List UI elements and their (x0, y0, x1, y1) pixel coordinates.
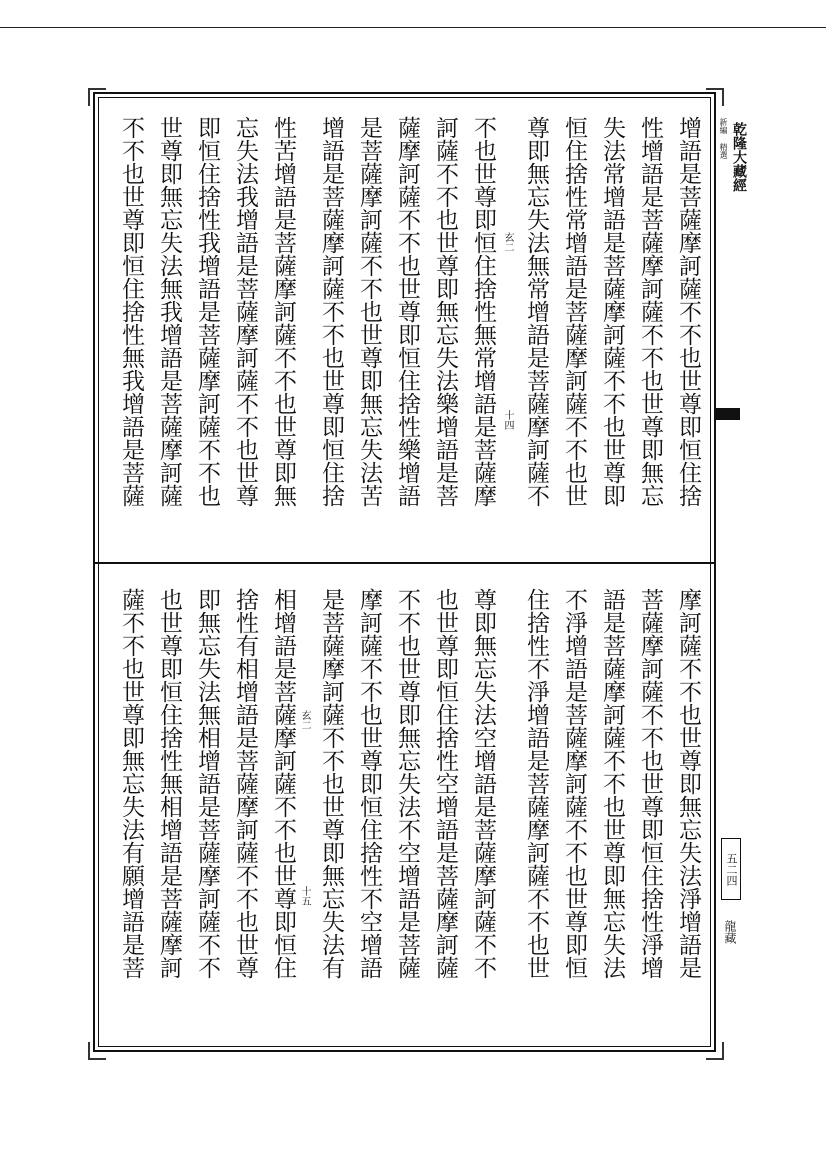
upper-column-12: 忘失法我增語是菩薩摩訶薩不不也世尊 (232, 116, 258, 507)
lower-note-2: 十五 (299, 886, 310, 906)
lower-column-7: 也世尊即恒住捨性空增語是菩薩摩訶薩 (432, 588, 458, 979)
lower-column-6: 尊即無忘失法空增語是菩薩摩訶薩不不 (470, 588, 496, 979)
upper-column-5: 尊即無忘失法無常增語是菩薩摩訶薩不 (523, 116, 549, 507)
upper-column-13: 即恒住捨性我增語是菩薩摩訶薩不不也 (194, 116, 220, 507)
corner-ornament-top-left (88, 88, 106, 106)
upper-column-10: 增語是菩薩摩訶薩不不也世尊即恒住捨 (318, 116, 344, 507)
upper-note-1: 玄二 (502, 232, 513, 252)
lower-column-10: 是菩薩摩訶薩不不也世尊即無忘失法有 (318, 588, 344, 979)
upper-column-11: 性苦增語是菩薩摩訶薩不不也世尊即無 (270, 116, 296, 507)
lower-note-1: 玄二 (299, 710, 310, 730)
lower-column-2: 菩薩摩訶薩不不也世尊即恒住捨性淨增 (637, 588, 663, 979)
upper-column-2: 性增語是菩薩摩訶薩不不也世尊即無忘 (637, 116, 663, 507)
lower-column-14: 也世尊即恒住捨性無相增語是菩薩摩訶 (156, 588, 182, 979)
upper-column-8: 薩摩訶薩不不也世尊即恒住捨性樂增語 (394, 116, 420, 507)
edition-label: 新編 精選 (719, 118, 728, 159)
upper-column-9: 是菩薩摩訶薩不不也世尊即無忘失法苦 (356, 116, 382, 507)
upper-note-2: 十四 (502, 410, 513, 430)
lower-column-11: 相增語是菩薩摩訶薩不不也世尊即恒住 (270, 588, 296, 979)
lower-column-1: 摩訶薩不不也世尊即無忘失法淨增語是 (675, 588, 701, 979)
lower-column-15: 薩不不也世尊即無忘失法有願增語是菩 (118, 588, 144, 979)
page-number: 五二四 (725, 852, 738, 886)
corner-ornament-bottom-left (88, 1042, 106, 1060)
lower-column-12: 捨性有相增語是菩薩摩訶薩不不也世尊 (232, 588, 258, 979)
volume-title: 乾隆大藏經 (731, 122, 747, 192)
lower-column-9: 摩訶薩不不也世尊即恒住捨性不空增語 (356, 588, 382, 979)
scan-edge-top (0, 27, 826, 28)
lower-column-13: 即無忘失法無相增語是菩薩摩訶薩不不 (194, 588, 220, 979)
page-number-box (721, 838, 741, 900)
upper-column-7: 訶薩不不也世尊即無忘失法樂增語是菩 (432, 116, 458, 507)
lower-column-3: 語是菩薩摩訶薩不不也世尊即無忘失法 (599, 588, 625, 979)
thumb-index-mark (716, 408, 740, 420)
upper-column-14: 世尊即無忘失法無我增語是菩薩摩訶薩 (156, 116, 182, 507)
lower-column-4: 不淨增語是菩薩摩訶薩不不也世尊即恒 (561, 588, 587, 979)
upper-column-4: 恒住捨性常增語是菩薩摩訶薩不不也世 (561, 116, 587, 507)
collection-stamp: 龍藏 (723, 920, 737, 944)
upper-column-1: 增語是菩薩摩訶薩不不也世尊即恒住捨 (675, 116, 701, 507)
right-margin (716, 92, 744, 1052)
lower-column-8: 不不也世尊即無忘失法不空增語是菩薩 (394, 588, 420, 979)
upper-column-6: 不也世尊即恒住捨性無常增語是菩薩摩 (470, 116, 496, 507)
block-divider (93, 562, 716, 564)
upper-column-15: 不不也世尊即恒住捨性無我增語是菩薩 (118, 116, 144, 507)
lower-column-5: 住捨性不淨增語是菩薩摩訶薩不不也世 (523, 588, 549, 979)
upper-column-3: 失法常增語是菩薩摩訶薩不不也世尊即 (599, 116, 625, 507)
